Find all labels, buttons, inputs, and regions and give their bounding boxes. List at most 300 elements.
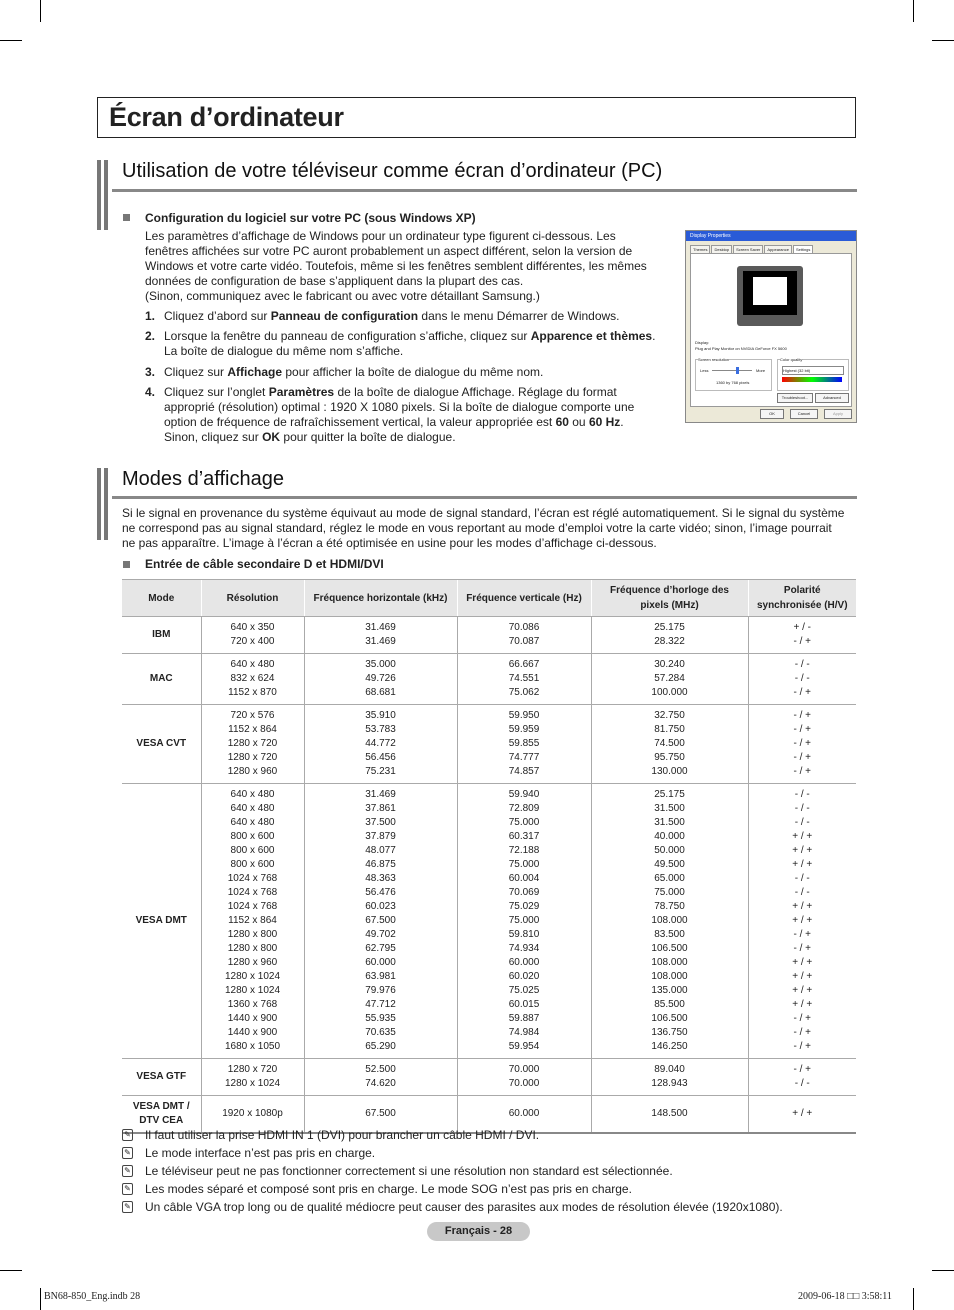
cell-value: 1152 x 864 <box>228 915 277 926</box>
more-label: More <box>756 368 766 373</box>
cell-value: 74.551 <box>508 673 540 684</box>
cell-value: 32.750 <box>654 710 685 721</box>
table-header-cell: Fréquence verticale (Hz) <box>457 580 591 617</box>
cell-value: - / - <box>794 817 810 828</box>
bold-text: Paramètres <box>268 385 335 399</box>
cell-value: 60.015 <box>508 999 540 1010</box>
cell-value: - / + <box>793 636 811 647</box>
table-cell <box>748 654 856 705</box>
cell-value: - / - <box>794 789 810 800</box>
cell-value: 95.750 <box>654 752 685 763</box>
crop-mark <box>932 40 954 41</box>
table-cell <box>304 705 457 784</box>
color-bar <box>782 377 842 382</box>
cell-value: 74.500 <box>654 738 685 749</box>
step-text <box>164 365 543 380</box>
cell-value: 70.069 <box>508 887 540 898</box>
table-cell <box>591 705 748 784</box>
cell-value: 37.879 <box>365 831 396 842</box>
cell-value: 60.317 <box>508 831 540 842</box>
cell-value: + / + <box>792 999 813 1010</box>
cell-value: 106.500 <box>651 943 688 954</box>
cell-value: 75.000 <box>508 817 540 828</box>
cell-value: 44.772 <box>365 738 396 749</box>
advanced-button[interactable]: Advanced <box>815 393 849 403</box>
cell-value: 46.875 <box>365 859 396 870</box>
cell-value: 1280 x 960 <box>227 957 278 968</box>
cell-value: 70.086 <box>508 622 540 633</box>
table-cell <box>457 705 591 784</box>
mode-cell: VESA DMT <box>122 784 201 1059</box>
cell-value: 832 x 624 <box>230 673 275 684</box>
table-cell <box>748 705 856 784</box>
cell-value: - / - <box>794 887 810 898</box>
cell-value: 25.175 <box>654 789 685 800</box>
table-cell <box>591 1096 748 1134</box>
cell-value: 70.087 <box>508 636 540 647</box>
cell-value: 72.188 <box>508 845 540 856</box>
step-number: 3. <box>145 365 156 379</box>
cell-value: 89.040 <box>654 1064 685 1075</box>
cell-value: - / + <box>793 1013 811 1024</box>
dialog-panel <box>690 253 852 407</box>
note-icon: ✎ <box>122 1147 133 1159</box>
cell-value: 106.500 <box>651 1013 688 1024</box>
table-cell <box>591 654 748 705</box>
cell-value: 800 x 600 <box>230 845 275 856</box>
cell-value: 720 x 400 <box>230 636 275 647</box>
subheading-config: Configuration du logiciel sur votre PC (sous Windows XP) <box>145 211 476 225</box>
section-rule <box>112 189 857 192</box>
crop-mark <box>0 1270 22 1271</box>
note-text: Un câble VGA trop long ou de qualité médiocre peut causer des parasites aux modes de résolution élevée (1920x1080). <box>145 1200 783 1214</box>
apply-button[interactable]: Apply <box>824 409 852 419</box>
cell-value: 70.635 <box>365 1027 396 1038</box>
table-cell <box>748 617 856 654</box>
cell-value: 128.943 <box>651 1078 688 1089</box>
cell-value: 108.000 <box>651 957 688 968</box>
table-cell <box>591 1059 748 1096</box>
crop-mark <box>913 0 914 22</box>
cell-value: - / + <box>793 687 811 698</box>
section-bar <box>104 160 108 230</box>
monitor-icon <box>737 266 803 326</box>
table-cell <box>748 784 856 1059</box>
display-modes-table <box>122 579 856 1134</box>
cell-value: 800 x 600 <box>230 859 275 870</box>
crop-mark <box>932 1270 954 1271</box>
cell-value: + / + <box>792 915 813 926</box>
cell-value: 52.500 <box>365 1064 396 1075</box>
dialog-tab[interactable]: Screen Saver <box>733 245 763 254</box>
cell-value: - / + <box>793 943 811 954</box>
cell-value: 1920 x 1080p <box>222 1108 283 1119</box>
cell-value: 1024 x 768 <box>227 887 278 898</box>
bold-text: Affichage <box>227 365 283 379</box>
cell-value: 60.000 <box>365 957 396 968</box>
cell-value: 35.910 <box>365 710 396 721</box>
cell-value: 146.250 <box>651 1041 688 1052</box>
cell-value: - / + <box>793 929 811 940</box>
cell-value: 60.023 <box>365 901 396 912</box>
display-label: Display: <box>695 340 710 345</box>
dialog-tab[interactable]: Appearance <box>764 245 792 254</box>
cell-value: 75.000 <box>654 887 685 898</box>
resolution-group <box>695 359 772 391</box>
bullet-square <box>123 214 130 221</box>
display-value: Plug and Play Monitor on NVIDIA GeForce FX 5600 <box>695 346 787 351</box>
cell-value: + / - <box>793 622 811 633</box>
cell-value: 25.175 <box>654 622 685 633</box>
cell-value: + / + <box>792 1108 813 1119</box>
cell-value: 108.000 <box>651 915 688 926</box>
crop-mark <box>913 1288 914 1310</box>
cell-value: 1440 x 900 <box>227 1027 278 1038</box>
cell-value: 75.025 <box>508 985 540 996</box>
bold-text: Apparence et thèmes <box>530 329 653 343</box>
dialog-tab[interactable]: Desktop <box>711 245 732 254</box>
cell-value: 1280 x 960 <box>227 766 278 777</box>
step-line: Cliquez d’abord sur Panneau de configuration dans le menu Démarrer de Windows. <box>164 309 620 323</box>
table-cell <box>748 1059 856 1096</box>
table-header-cell: Fréquence horizontale (kHz) <box>304 580 457 617</box>
cell-value: 59.950 <box>508 710 540 721</box>
mode-cell: VESA GTF <box>122 1059 201 1096</box>
cell-value: 50.000 <box>654 845 685 856</box>
cell-value: 56.476 <box>365 887 396 898</box>
cell-value: 31.469 <box>365 622 396 633</box>
table-cell <box>457 1059 591 1096</box>
table-cell <box>457 654 591 705</box>
intro-line: Windows et votre carte vidéo. Toutefois, même si les fenêtres semblent différentes, les mêmes <box>145 259 647 273</box>
cell-value: 75.062 <box>508 687 540 698</box>
note-icon: ✎ <box>122 1129 133 1141</box>
table-header-cell: Résolution <box>201 580 304 617</box>
cell-value: 74.777 <box>508 752 540 763</box>
cell-value: 79.976 <box>365 985 396 996</box>
bold-text: OK <box>262 430 281 444</box>
modes-intro-line: Si le signal en provenance du système équivaut au mode de signal standard, l’écran est réglé automatiquement. Si le signal du système <box>122 506 845 520</box>
step-line: Cliquez sur l’onglet Paramètres de la boîte de dialogue Affichage. Réglage du format <box>164 385 617 399</box>
cell-value: 60.000 <box>508 957 540 968</box>
cell-value: 1680 x 1050 <box>224 1041 281 1052</box>
table-row <box>122 1059 856 1096</box>
cell-value: 74.857 <box>508 766 540 777</box>
crop-mark <box>40 1288 41 1310</box>
intro-line: (Sinon, communiquez avec le fabricant ou avec votre détaillant Samsung.) <box>145 289 540 303</box>
note-icon: ✎ <box>122 1165 133 1177</box>
cell-value: 1360 x 768 <box>227 999 278 1010</box>
cell-value: 1280 x 1024 <box>224 971 281 982</box>
cell-value: 35.000 <box>365 659 396 670</box>
cell-value: - / + <box>793 710 811 721</box>
cell-value: 1280 x 720 <box>227 752 278 763</box>
intro-line: données de configuration de base s’appliquent dans la plupart des cas. <box>145 274 524 288</box>
section-title-modes: Modes d’affichage <box>122 468 284 490</box>
cell-value: 37.861 <box>365 803 396 814</box>
cell-value: 60.000 <box>508 1108 540 1119</box>
resolution-slider[interactable] <box>712 370 752 371</box>
dialog-title: Display Properties <box>686 231 856 241</box>
cell-value: 81.750 <box>654 724 685 735</box>
cell-value: 28.322 <box>654 636 685 647</box>
cell-value: + / + <box>792 845 813 856</box>
bullet-square <box>123 561 130 568</box>
cell-value: - / + <box>793 766 811 777</box>
page-title-box <box>97 97 856 138</box>
cell-value: 68.681 <box>365 687 396 698</box>
cell-value: 31.469 <box>365 636 396 647</box>
troubleshoot-button[interactable]: Troubleshoot... <box>777 393 813 403</box>
cell-value: 60.020 <box>508 971 540 982</box>
cell-value: 640 x 350 <box>230 622 275 633</box>
table-cell <box>457 784 591 1059</box>
bold-text: 60 Hz <box>588 415 621 429</box>
table-cell <box>457 617 591 654</box>
cell-value: - / - <box>794 803 810 814</box>
cell-value: 75.000 <box>508 859 540 870</box>
color-group <box>777 359 849 391</box>
table-cell <box>304 1059 457 1096</box>
cell-value: 75.029 <box>508 901 540 912</box>
section-title-pc: Utilisation de votre téléviseur comme écran d’ordinateur (PC) <box>122 160 663 182</box>
section-bar <box>97 468 101 540</box>
cell-value: 85.500 <box>654 999 685 1010</box>
cell-value: - / - <box>794 1078 810 1089</box>
cell-value: 55.935 <box>365 1013 396 1024</box>
intro-line: fenêtres affichées sur votre PC auront probablement un aspect différent, selon la version de <box>145 244 633 258</box>
step-number: 4. <box>145 385 156 399</box>
cell-value: 74.934 <box>508 943 540 954</box>
step-number: 2. <box>145 329 156 343</box>
cell-value: 108.000 <box>651 971 688 982</box>
modes-intro-line: ne pas apparaître. L’image à l’écran a été optimisée en usine pour les modes d’affichage ci-dessous. <box>122 536 657 550</box>
cell-value: 47.712 <box>365 999 396 1010</box>
mode-cell: VESA CVT <box>122 705 201 784</box>
cell-value: 49.500 <box>654 859 685 870</box>
cell-value: 48.077 <box>365 845 396 856</box>
cell-value: 83.500 <box>654 929 685 940</box>
table-cell <box>201 705 304 784</box>
monitor-screen <box>743 271 797 315</box>
footer-file: BN68-850_Eng.indb 28 <box>44 1291 141 1302</box>
cell-value: 1440 x 900 <box>227 1013 278 1024</box>
bold-text: Panneau de configuration <box>270 309 419 323</box>
table-cell <box>304 654 457 705</box>
cell-value: 62.795 <box>365 943 396 954</box>
cell-value: 1280 x 1024 <box>224 985 281 996</box>
cell-value: 1152 x 864 <box>228 724 277 735</box>
note-icon: ✎ <box>122 1183 133 1195</box>
table-cell <box>591 784 748 1059</box>
cancel-button[interactable]: Cancel <box>790 409 818 419</box>
bold-text: 60 <box>555 415 569 429</box>
cell-value: - / + <box>793 738 811 749</box>
step-line: option de fréquence de rafraîchissement vertical, la valeur appropriée est 60 ou 60 Hz. <box>164 415 624 429</box>
step-text <box>164 329 655 359</box>
table-cell <box>201 654 304 705</box>
note-text: Il faut utiliser la prise HDMI IN 1 (DVI) pour brancher un câble HDMI / DVI. <box>145 1128 540 1142</box>
modes-intro-line: ne correspond pas au signal standard, réglez le mode en vous reportant au mode d’emploi votre la carte vidéo; sinon, l’image pourrait <box>122 521 832 535</box>
ok-button[interactable]: OK <box>760 409 784 419</box>
cell-value: 100.000 <box>651 687 688 698</box>
step-line: Sinon, cliquez sur OK pour quitter la boîte de dialogue. <box>164 430 456 444</box>
cell-value: 1280 x 800 <box>227 943 278 954</box>
cell-value: - / - <box>794 673 810 684</box>
table-cell <box>304 617 457 654</box>
step-text <box>164 385 634 445</box>
cell-value: 1024 x 768 <box>227 901 278 912</box>
cell-value: - / + <box>793 724 811 735</box>
cell-value: 72.809 <box>508 803 540 814</box>
cell-value: 74.620 <box>365 1078 396 1089</box>
cell-value: - / + <box>793 1064 811 1075</box>
cell-value: 57.284 <box>654 673 685 684</box>
less-label: Less <box>700 368 709 373</box>
cell-value: - / + <box>793 752 811 763</box>
display-properties-dialog <box>685 230 857 423</box>
footer-timestamp: 2009-06-18 □□ 3:58:11 <box>798 1291 892 1302</box>
cell-value: 59.940 <box>508 789 540 800</box>
dialog-tab[interactable]: Themes <box>690 245 710 254</box>
step-line: Cliquez sur Affichage pour afficher la boîte de dialogue du même nom. <box>164 365 544 379</box>
intro-line: Les paramètres d’affichage de Windows pour un ordinateur type figurent ci-dessous. Les <box>145 229 616 243</box>
cell-value: 59.959 <box>508 724 540 735</box>
note-text: Le mode interface n’est pas pris en charge. <box>145 1146 376 1160</box>
step-line: Lorsque la fenêtre du panneau de configuration s’affiche, cliquez sur Apparence et thèmes. <box>164 329 656 343</box>
color-select[interactable]: Highest (32 bit) <box>782 366 844 375</box>
cell-value: 148.500 <box>651 1108 688 1119</box>
cell-value: 640 x 480 <box>230 817 275 828</box>
step-line: approprié (résolution) optimal : 1920 X 1080 pixels. Si la boîte de dialogue comporte une <box>164 400 635 414</box>
cell-value: - / - <box>794 873 810 884</box>
cell-value: 60.004 <box>508 873 540 884</box>
cell-value: 640 x 480 <box>230 659 275 670</box>
cell-value: 67.500 <box>365 1108 396 1119</box>
step-text <box>164 309 620 324</box>
page-title: Écran d’ordinateur <box>109 102 344 132</box>
cell-value: 800 x 600 <box>230 831 275 842</box>
cell-value: 135.000 <box>651 985 688 996</box>
cell-value: 30.240 <box>654 659 685 670</box>
table-cell <box>201 617 304 654</box>
table-header-cell: Polarité synchronisée (H/V) <box>748 580 856 617</box>
subheading-cable: Entrée de câble secondaire D et HDMI/DVI <box>145 557 384 571</box>
cell-value: 65.290 <box>365 1041 396 1052</box>
cell-value: 53.783 <box>365 724 396 735</box>
step-line: La boîte de dialogue du même nom s’affiche. <box>164 344 404 358</box>
cell-value: 59.855 <box>508 738 540 749</box>
table-header-cell: Fréquence d’horloge des pixels (MHz) <box>591 580 748 617</box>
cell-value: 1024 x 768 <box>227 873 278 884</box>
cell-value: 59.810 <box>508 929 540 940</box>
color-label: Color quality <box>780 357 803 362</box>
slider-thumb[interactable] <box>736 367 739 374</box>
table-header-cell: Mode <box>122 580 201 617</box>
cell-value: 37.500 <box>365 817 396 828</box>
table-row <box>122 617 856 654</box>
resolution-value: 1360 by 768 pixels <box>716 380 750 385</box>
page-number: Français - 28 <box>427 1222 530 1241</box>
table-row <box>122 784 856 1059</box>
crop-mark <box>40 0 41 22</box>
section-bar <box>104 468 108 540</box>
table-row <box>122 705 856 784</box>
cell-value: - / - <box>794 659 810 670</box>
cell-value: 49.726 <box>365 673 396 684</box>
cell-value: 70.000 <box>508 1064 540 1075</box>
cell-value: 1280 x 720 <box>227 1064 278 1075</box>
cell-value: 70.000 <box>508 1078 540 1089</box>
cell-value: 75.000 <box>508 915 540 926</box>
window-preview <box>753 277 787 305</box>
cell-value: 720 x 576 <box>230 710 275 721</box>
cell-value: 65.000 <box>654 873 685 884</box>
cell-value: + / + <box>792 985 813 996</box>
cell-value: 56.456 <box>365 752 396 763</box>
cell-value: 40.000 <box>654 831 685 842</box>
section-bar <box>97 160 101 230</box>
cell-value: 640 x 480 <box>230 803 275 814</box>
cell-value: + / + <box>792 831 813 842</box>
table-header-row <box>122 580 856 617</box>
crop-mark <box>0 40 22 41</box>
mode-cell: VESA DMT / DTV CEA <box>122 1096 201 1134</box>
table-row <box>122 654 856 705</box>
cell-value: 75.231 <box>365 766 396 777</box>
cell-value: - / + <box>793 1041 811 1052</box>
cell-value: 66.667 <box>508 659 540 670</box>
cell-value: 1280 x 800 <box>227 929 278 940</box>
cell-value: - / + <box>793 1027 811 1038</box>
section-rule <box>112 496 857 499</box>
table-cell <box>201 1059 304 1096</box>
cell-value: 74.984 <box>508 1027 540 1038</box>
cell-value: 1152 x 870 <box>228 687 277 698</box>
cell-value: 67.500 <box>365 915 396 926</box>
dialog-tab[interactable]: Settings <box>793 245 813 254</box>
intro-paragraph <box>145 229 675 304</box>
cell-value: 59.954 <box>508 1041 540 1052</box>
resolution-label: Screen resolution <box>698 357 730 362</box>
cell-value: + / + <box>792 957 813 968</box>
step-number: 1. <box>145 309 156 323</box>
cell-value: 1280 x 1024 <box>224 1078 281 1089</box>
table-cell <box>748 1096 856 1134</box>
cell-value: 31.500 <box>654 803 685 814</box>
cell-value: 130.000 <box>651 766 688 777</box>
table-cell <box>591 617 748 654</box>
cell-value: + / + <box>792 859 813 870</box>
cell-value: + / + <box>792 901 813 912</box>
cell-value: 48.363 <box>365 873 396 884</box>
cell-value: 49.702 <box>365 929 396 940</box>
cell-value: 78.750 <box>654 901 685 912</box>
cell-value: + / + <box>792 971 813 982</box>
cell-value: 31.469 <box>365 789 396 800</box>
cell-value: 59.887 <box>508 1013 540 1024</box>
modes-intro-paragraph <box>122 506 862 551</box>
cell-value: 1280 x 720 <box>227 738 278 749</box>
cell-value: 136.750 <box>651 1027 688 1038</box>
cell-value: 31.500 <box>654 817 685 828</box>
mode-cell: IBM <box>122 617 201 654</box>
table-cell <box>304 784 457 1059</box>
cell-value: 640 x 480 <box>230 789 275 800</box>
cell-value: 63.981 <box>365 971 396 982</box>
note-text: Les modes séparé et composé sont pris en charge. Le mode SOG n’est pas pris en charge. <box>145 1182 632 1196</box>
table-cell <box>201 784 304 1059</box>
